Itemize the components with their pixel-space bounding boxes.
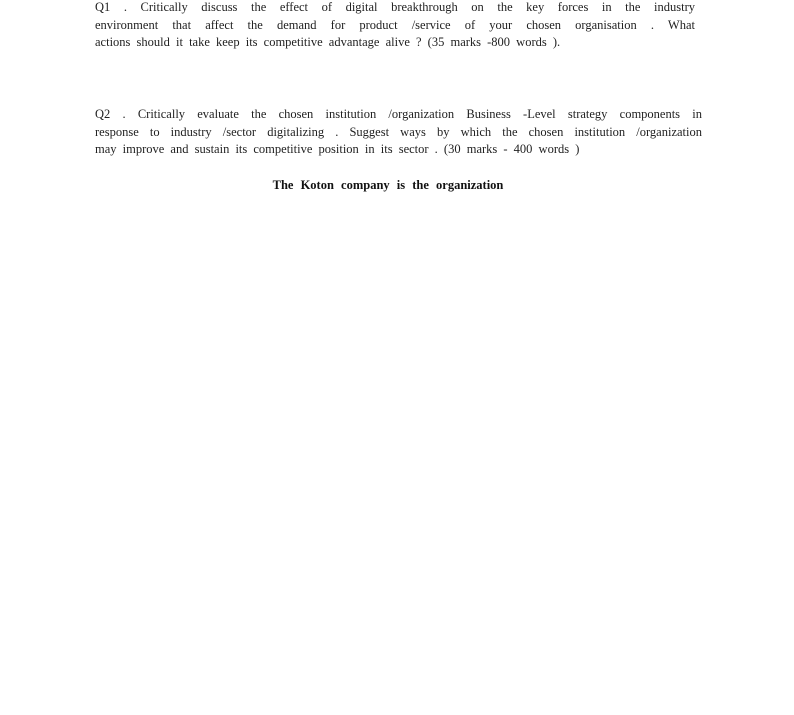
question-2 [95, 106, 702, 159]
question-1-line-2: environment that affect the demand for product /service of your chosen organisation . What [95, 17, 695, 32]
question-2-line-1: Q2 . Critically evaluate the chosen institution /organization Business -Level strategy components in [95, 107, 702, 121]
organization-note: The Koton company is the organization [272, 178, 504, 192]
question-1 [95, 0, 695, 52]
question-2-line-3: may improve and sustain its competitive position in its sector . (30 marks - 400 words ) [95, 142, 580, 156]
question-1-line-1: Q1 . Critically discuss the effect of digital breakthrough on the key forces in the industry [95, 0, 695, 14]
question-1-line-3: actions should it take keep its competitive advantage alive ? (35 marks -800 words ). [95, 35, 561, 49]
question-2-line-2: response to industry /sector digitalizing . Suggest ways by which the chosen institution /organization [95, 124, 702, 139]
